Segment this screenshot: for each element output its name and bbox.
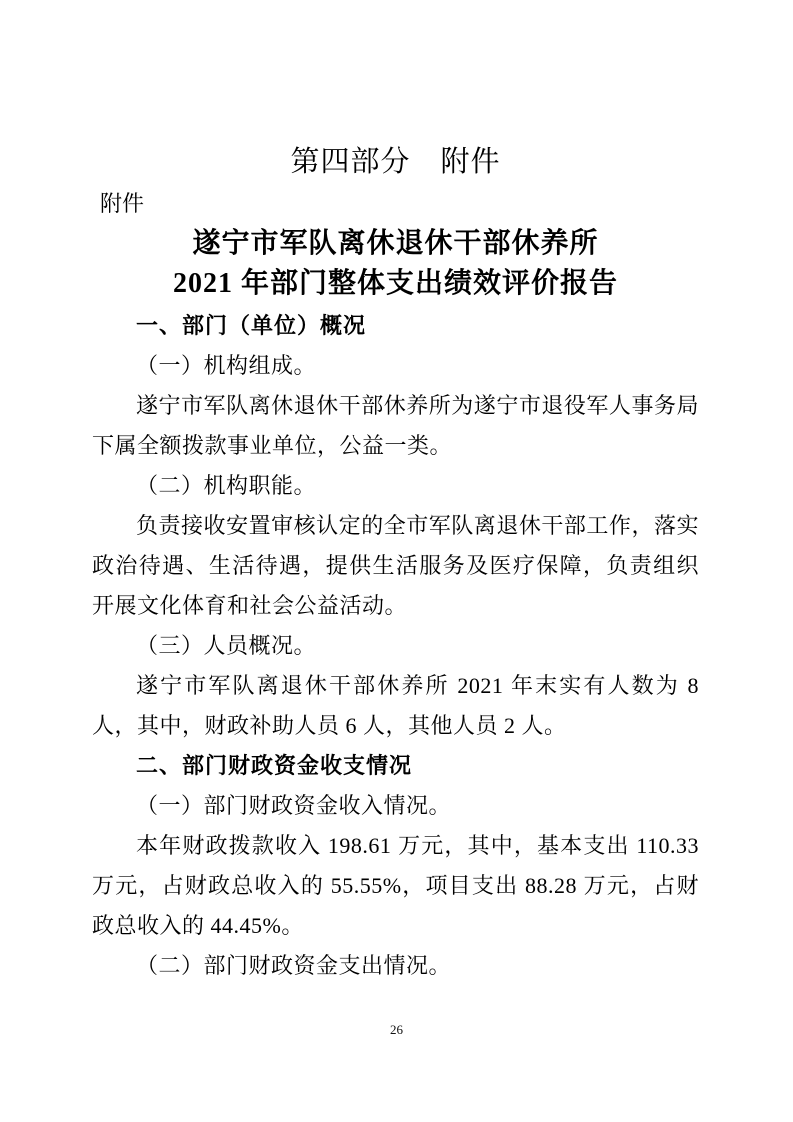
subsection-heading: （二）机构职能。 (136, 473, 317, 498)
section-heading: 一、部门（单位）概况 (136, 313, 367, 338)
subsection-heading: （三）人员概况。 (136, 633, 317, 658)
document-body (92, 306, 699, 986)
document-title-line-2: 2021 年部门整体支出绩效评价报告 (172, 268, 618, 299)
body-paragraph: 负责接收安置审核认定的全市军队离退休干部工作，落实政治待遇、生活待遇，提供生活服务及医疗保障，负责组织开展文化体育和社会公益活动。 (92, 513, 699, 618)
body-paragraph: 本年财政拨款收入 198.61 万元，其中，基本支出 110.33 万元，占财政总收入的 55.55%，项目支出 88.28 万元，占财政总收入的 44.45%。 (92, 833, 699, 938)
page-number: 26 (390, 1022, 403, 1037)
subsection-heading: （二）部门财政资金支出情况。 (136, 953, 452, 978)
body-paragraph: 遂宁市军队离休退休干部休养所为遂宁市退役军人事务局下属全额拨款事业单位，公益一类。 (92, 393, 699, 458)
document-title-line-1: 遂宁市军队离休退休干部休养所 (192, 228, 599, 259)
section-heading: 二、部门财政资金收支情况 (136, 753, 413, 778)
page-content (92, 0, 699, 986)
attachment-label: 附件 (100, 191, 145, 216)
part-heading: 第四部分 附件 (290, 146, 501, 178)
body-paragraph: 遂宁市军队离退休干部休养所 2021 年末实有人数为 8 人，其中，财政补助人员 6 人，其他人员 2 人。 (92, 673, 699, 738)
subsection-heading: （一）部门财政资金收入情况。 (136, 793, 452, 818)
subsection-heading: （一）机构组成。 (136, 353, 317, 378)
